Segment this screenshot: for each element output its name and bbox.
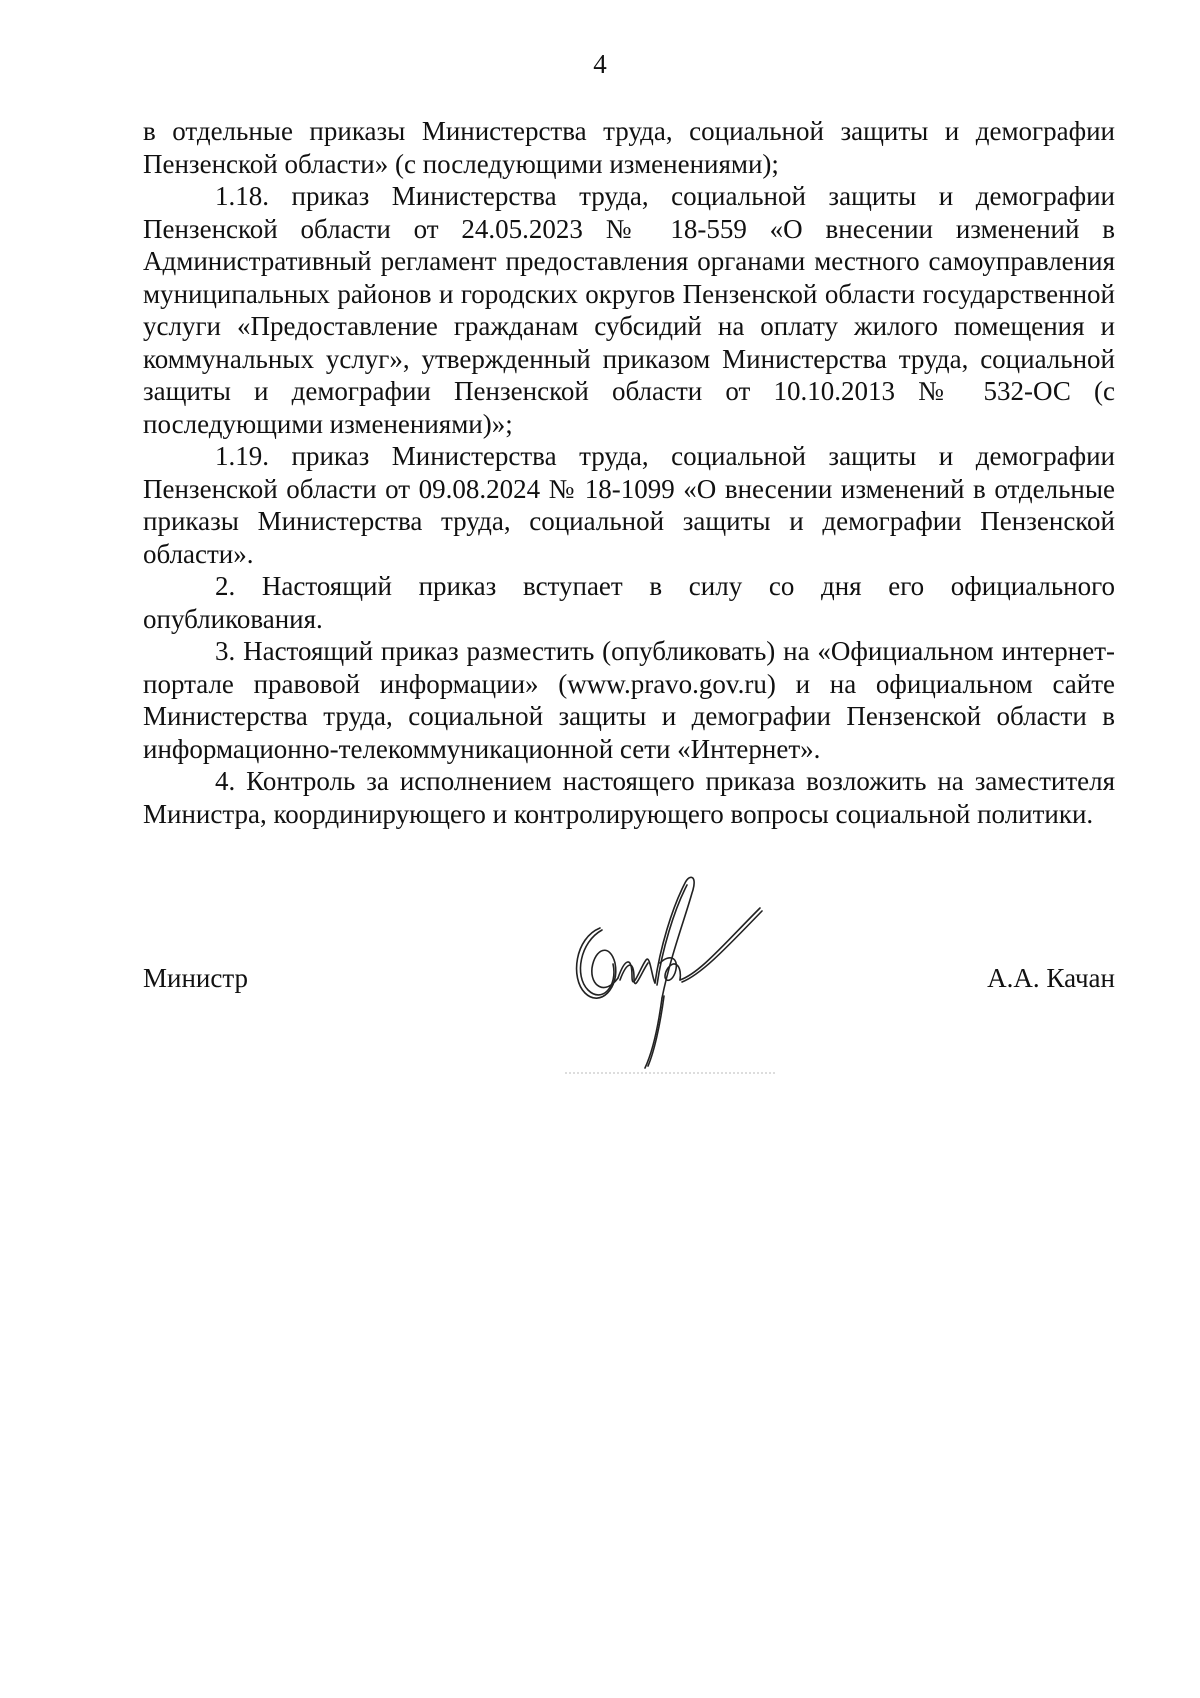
signatory-name: А.А. Качан (987, 963, 1115, 993)
paragraph-item-1-19: 1.19. приказ Министерства труда, социальной защиты и демографии Пензенской области от 09.08.2024 № 18-1099 «О внесении изменений в отдельные приказы Министерства труда, социальной защиты и демографии Пензенской области». (143, 441, 1115, 569)
paragraph-item-2: 2. Настоящий приказ вступает в силу со дня его официального опубликования. (143, 571, 1115, 634)
paragraph-item-3: 3. Настоящий приказ разместить (опубликовать) на «Официальном интернет-портале правовой информации» (www.pravo.gov.ru) и на официальном сайте Министерства труда, социальной защиты и демографии Пензенской области в информационно-телекоммуникационной сети «Интернет». (143, 636, 1115, 764)
paragraph-item-4: 4. Контроль за исполнением настоящего приказа возложить на заместителя Министра, координирующего и контролирующего вопросы социальной политики. (143, 766, 1115, 829)
signatory-position: Министр (143, 963, 248, 993)
page-number: 4 (593, 49, 607, 79)
paragraph-continuation: в отдельные приказы Министерства труда, социальной защиты и демографии Пензенской области» (с последующими изменениями); (143, 116, 1115, 179)
signature-row (143, 962, 1115, 1002)
paragraph-item-1-18: 1.18. приказ Министерства труда, социальной защиты и демографии Пензенской области от 24.05.2023 № 18-559 «О внесении изменений в Административный регламент предоставления органами местного самоуправления муниципальных районов и городских округов Пензенской области государственной услуги «Предоставление гражданам субсидий на оплату жилого помещения и коммунальных услуг», утвержденный приказом Министерства труда, социальной защиты и демографии Пензенской области от 10.10.2013 № 532-ОС (с последующими изменениями)»; (143, 181, 1115, 439)
document-body (143, 115, 1115, 830)
